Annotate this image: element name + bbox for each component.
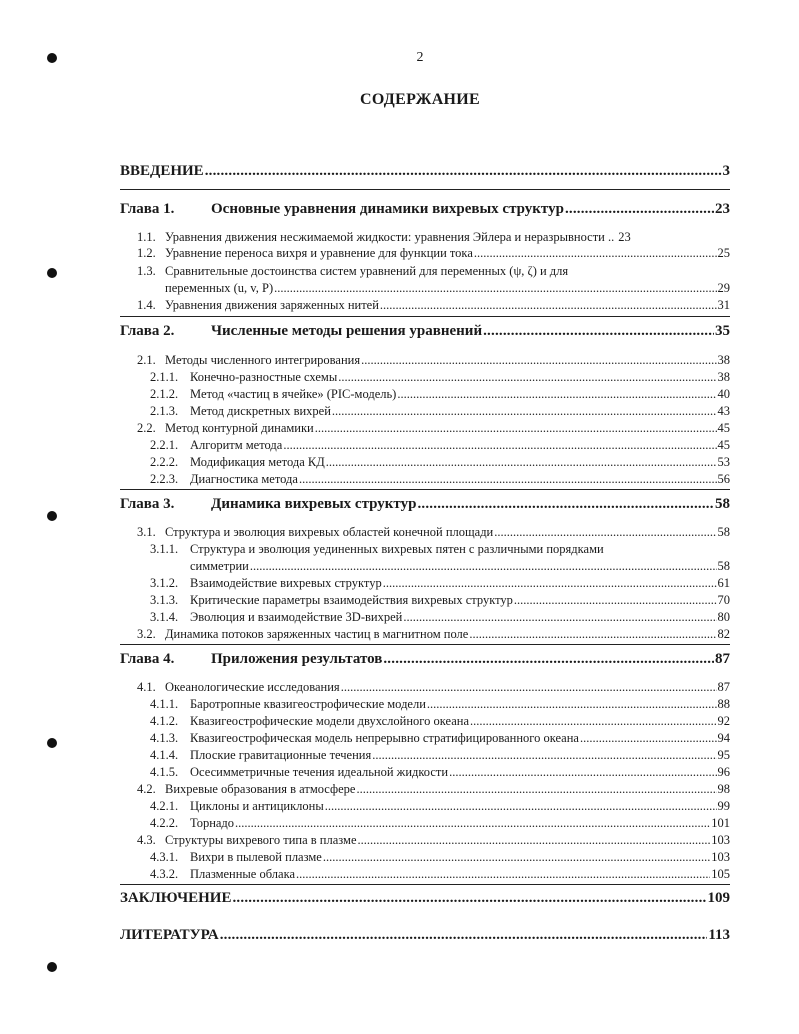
toc-entry-page: 109 — [707, 890, 730, 906]
toc-entry-page: 23 — [618, 230, 631, 244]
toc-entry — [150, 370, 730, 385]
entry-title: Торнадо — [190, 816, 235, 830]
toc-entry-page: 35 — [715, 323, 730, 339]
toc-entry — [150, 748, 730, 763]
toc-entry — [150, 387, 730, 402]
divider — [120, 316, 730, 317]
toc-entry-page: 3 — [722, 163, 730, 179]
entry-title: Вихревые образования в атмосфере — [165, 782, 356, 796]
page-number: 2 — [416, 50, 424, 65]
entry-title-continuation: переменных (u, v, P) — [165, 281, 274, 295]
toc-entry-page: 38 — [717, 370, 730, 384]
toc-entry — [150, 731, 730, 746]
toc-entry — [150, 593, 730, 608]
leader-dots — [220, 927, 708, 944]
entry-title: Баротропные квазигеострофические модели — [190, 697, 426, 711]
toc-entry — [150, 765, 730, 780]
toc-entry-page: 99 — [717, 799, 730, 813]
leader-dots — [494, 525, 716, 540]
toc-entry — [137, 421, 730, 436]
toc-entry — [150, 697, 730, 712]
entry-title: Плоские гравитационные течения — [190, 748, 372, 762]
chapter-number: Глава 3. — [120, 496, 175, 512]
toc-entry-page: 92 — [717, 714, 730, 728]
chapter-title: Основные уравнения динамики вихревых структур — [211, 201, 564, 217]
toc-entry — [137, 230, 730, 245]
toc-entry-page: 82 — [717, 627, 730, 641]
toc-entry-label: ЗАКЛЮЧЕНИЕ — [120, 890, 232, 906]
toc-entry — [150, 816, 730, 831]
toc-chapter-2 — [120, 323, 730, 340]
toc-entry-page: 94 — [717, 731, 730, 745]
toc-entry — [150, 867, 730, 882]
toc-entry-page: 87 — [715, 651, 730, 667]
leader-dots — [403, 610, 716, 625]
chapter-number: Глава 1. — [120, 201, 175, 217]
toc-entry — [150, 455, 730, 470]
toc-entry — [137, 298, 730, 313]
toc-entry-conclusion — [120, 890, 730, 907]
entry-number: 3.1.2. — [150, 576, 179, 590]
entry-number: 4.1. — [137, 680, 156, 694]
entry-number: 4.1.1. — [150, 697, 179, 711]
entry-number: 1.2. — [137, 246, 156, 260]
toc-entry-page: 58 — [717, 559, 730, 573]
leader-dots — [326, 455, 717, 470]
toc-entry — [150, 472, 730, 487]
entry-number: 1.4. — [137, 298, 156, 312]
leader-dots — [474, 246, 717, 261]
toc-chapter-1 — [120, 201, 730, 218]
entry-number: 2.1.3. — [150, 404, 179, 418]
toc-entry-page: 95 — [717, 748, 730, 762]
toc-entry-page: 38 — [717, 353, 730, 367]
entry-number: 3.2. — [137, 627, 156, 641]
entry-title: Диагностика метода — [190, 472, 298, 486]
entry-title: Океанологические исследования — [165, 680, 340, 694]
entry-title: Критические параметры взаимодействия вихревых структур — [190, 593, 513, 607]
toc-chapter-4 — [120, 651, 730, 668]
toc-entry-page: 61 — [717, 576, 730, 590]
entry-number: 3.1.1. — [150, 542, 179, 556]
entry-number: 4.1.5. — [150, 765, 179, 779]
entry-number: 2.1.1. — [150, 370, 179, 384]
leader-dots — [232, 890, 706, 907]
toc-entry — [150, 799, 730, 814]
toc-entry-page: 87 — [717, 680, 730, 694]
entry-number: 2.2.3. — [150, 472, 179, 486]
toc-entry — [137, 833, 730, 848]
leader-dots — [325, 799, 717, 814]
toc-entry-label: ВВЕДЕНИЕ — [120, 163, 204, 179]
toc-entry — [150, 576, 730, 591]
leader-dots — [427, 697, 717, 712]
entry-title: Метод «частиц в ячейке» (PIC-модель) — [190, 387, 397, 401]
leader-dots — [449, 765, 716, 780]
toc-entry — [137, 353, 730, 368]
leader-dots — [469, 627, 716, 642]
toc-entry — [137, 627, 730, 642]
entry-number: 4.3.2. — [150, 867, 179, 881]
toc-entry-page: 80 — [717, 610, 730, 624]
toc-entry-page: 98 — [717, 782, 730, 796]
entry-number: 4.2. — [137, 782, 156, 796]
toc-entry — [150, 610, 730, 625]
leader-dots — [470, 714, 717, 729]
toc-chapter-3 — [120, 496, 730, 513]
toc-entry-page: 29 — [717, 281, 730, 295]
chapter-number: Глава 2. — [120, 323, 175, 339]
leader-dots — [274, 281, 716, 296]
leader-dots — [356, 782, 716, 797]
toc-entry-page: 105 — [711, 867, 730, 881]
divider — [120, 644, 730, 645]
entry-title: Сравнительные достоинства систем уравнений для переменных (ψ, ζ) и для — [165, 264, 569, 278]
entry-title: Уравнения движения несжимаемой жидкости: уравнения Эйлера и неразрывности .. — [165, 230, 615, 244]
entry-title: Модификация метода КД — [190, 455, 325, 469]
page-title: СОДЕРЖАНИЕ — [359, 91, 481, 108]
leader-dots — [514, 593, 717, 608]
entry-title: Циклоны и антициклоны — [190, 799, 324, 813]
leader-dots — [315, 421, 717, 436]
leader-dots — [372, 748, 716, 763]
divider — [120, 884, 730, 885]
toc-entry-page: 58 — [717, 525, 730, 539]
toc-entry — [137, 246, 730, 261]
entry-title: Структура и эволюция уединенных вихревых пятен с различными порядками — [190, 542, 604, 556]
chapter-title: Численные методы решения уравнений — [211, 323, 483, 339]
entry-number: 3.1.3. — [150, 593, 179, 607]
toc-entry-page: 45 — [717, 438, 730, 452]
leader-dots — [417, 496, 714, 513]
chapter-title: Динамика вихревых структур — [211, 496, 417, 512]
entry-number: 4.1.2. — [150, 714, 179, 728]
leader-dots — [296, 867, 710, 882]
leader-dots — [235, 816, 710, 831]
leader-dots — [380, 298, 717, 313]
toc-entry-page: 40 — [717, 387, 730, 401]
entry-title: Плазменные облака — [190, 867, 295, 881]
toc-entry-page: 31 — [717, 298, 730, 312]
chapter-number: Глава 4. — [120, 651, 175, 667]
toc-entry — [150, 850, 730, 865]
leader-dots — [383, 651, 714, 668]
leader-dots — [250, 559, 717, 574]
entry-title: Метод контурной динамики — [165, 421, 314, 435]
entry-number: 2.2.1. — [150, 438, 179, 452]
divider — [120, 489, 730, 490]
entry-title: Уравнение переноса вихря и уравнение для функции тока — [165, 246, 473, 260]
toc-entry-page: 25 — [717, 246, 730, 260]
entry-title-continuation: симметрии — [190, 559, 249, 573]
entry-number: 4.1.4. — [150, 748, 179, 762]
toc-entry-continuation — [165, 281, 730, 296]
toc-entry-page: 101 — [711, 816, 730, 830]
toc-entry-page: 45 — [717, 421, 730, 435]
entry-title: Алгоритм метода — [190, 438, 283, 452]
toc-entry-page: 88 — [717, 697, 730, 711]
entry-number: 2.2.2. — [150, 455, 179, 469]
entry-title: Методы численного интегрирования — [165, 353, 361, 367]
toc-entry-continuation — [190, 559, 730, 574]
leader-dots — [323, 850, 710, 865]
leader-dots — [358, 833, 711, 848]
chapter-title: Приложения результатов — [211, 651, 383, 667]
toc-entry-page: 103 — [711, 850, 730, 864]
toc-entry-page: 96 — [717, 765, 730, 779]
entry-title: Эволюция и взаимодействие 3D-вихрей — [190, 610, 403, 624]
leader-dots — [299, 472, 717, 487]
entry-number: 4.3. — [137, 833, 156, 847]
entry-number: 1.3. — [137, 264, 156, 278]
toc-entry-page: 43 — [717, 404, 730, 418]
toc-entry-page: 70 — [717, 593, 730, 607]
toc-entry-page: 56 — [717, 472, 730, 486]
entry-title: Уравнения движения заряженных нитей — [165, 298, 379, 312]
entry-title: Взаимодействие вихревых структур — [190, 576, 382, 590]
entry-number: 4.2.1. — [150, 799, 179, 813]
toc-entry-page: 58 — [715, 496, 730, 512]
leader-dots — [383, 576, 717, 591]
toc-entry-literature — [120, 927, 730, 944]
entry-title: Вихри в пылевой плазме — [190, 850, 322, 864]
entry-number: 2.2. — [137, 421, 156, 435]
entry-number: 3.1.4. — [150, 610, 179, 624]
toc-entry — [137, 782, 730, 797]
entry-title: Динамика потоков заряженных частиц в магнитном поле — [165, 627, 469, 641]
entry-title: Структура и эволюция вихревых областей конечной площади — [165, 525, 494, 539]
leader-dots — [580, 731, 717, 746]
divider — [120, 189, 730, 190]
toc-entry-page: 103 — [711, 833, 730, 847]
leader-dots — [361, 353, 716, 368]
entry-title: Структуры вихревого типа в плазме — [165, 833, 357, 847]
toc-entry-label: ЛИТЕРАТУРА — [120, 927, 219, 943]
toc-entry — [137, 525, 730, 540]
toc-entry — [137, 680, 730, 695]
toc-entry — [150, 438, 730, 453]
entry-title: Квазигеострофическая модель непрерывно стратифицированного океана — [190, 731, 579, 745]
entry-title: Осесимметричные течения идеальной жидкости — [190, 765, 449, 779]
entry-number: 4.1.3. — [150, 731, 179, 745]
toc-entry-page: 23 — [715, 201, 730, 217]
entry-title: Метод дискретных вихрей — [190, 404, 331, 418]
entry-number: 1.1. — [137, 230, 156, 244]
leader-dots — [338, 370, 716, 385]
toc-entry-introduction — [120, 163, 730, 180]
leader-dots — [283, 438, 716, 453]
toc-entry — [150, 404, 730, 419]
leader-dots — [341, 680, 717, 695]
entry-number: 3.1. — [137, 525, 156, 539]
entry-title: Квазигеострофические модели двухслойного океана — [190, 714, 469, 728]
entry-number: 4.3.1. — [150, 850, 179, 864]
entry-number: 4.2.2. — [150, 816, 179, 830]
leader-dots — [397, 387, 716, 402]
toc-entry — [150, 542, 604, 557]
toc-entry-page: 113 — [708, 927, 730, 943]
toc-entry-page: 53 — [717, 455, 730, 469]
toc-entry — [137, 264, 568, 279]
leader-dots — [483, 323, 714, 340]
entry-number: 2.1.2. — [150, 387, 179, 401]
entry-title: Конечно-разностные схемы — [190, 370, 338, 384]
leader-dots — [332, 404, 717, 419]
entry-number: 2.1. — [137, 353, 156, 367]
toc-entry — [150, 714, 730, 729]
leader-dots — [205, 163, 722, 180]
leader-dots — [565, 201, 714, 218]
